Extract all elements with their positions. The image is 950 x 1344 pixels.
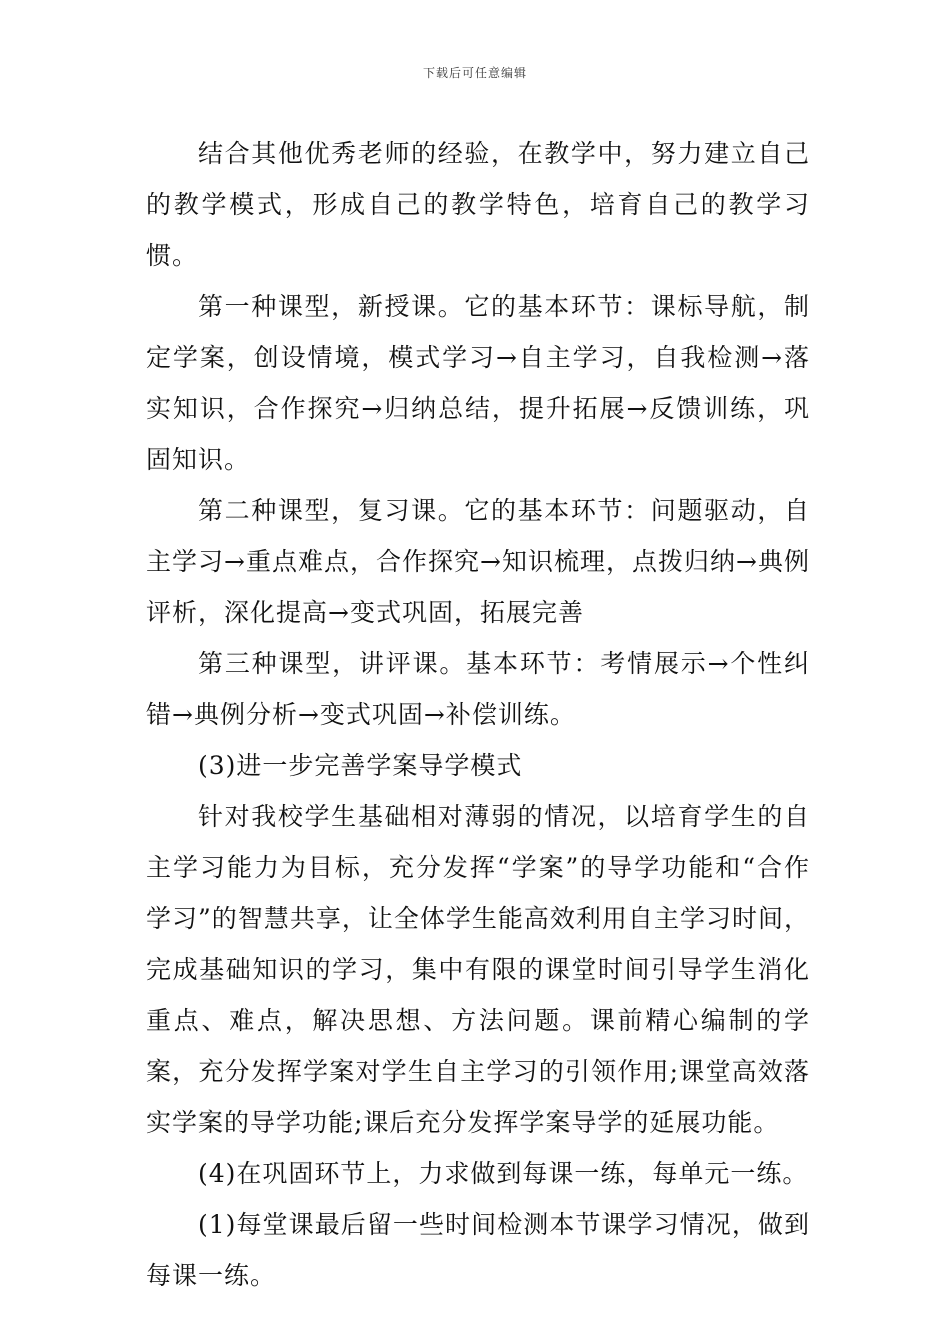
paragraph-study-plan: 针对我校学生基础相对薄弱的情况，以培育学生的自主学习能力为目标，充分发挥“学案”的导学功能和“合作学习”的智慧共享，让全体学生能高效利用自主学习时间，完成基础知识的学习，集中有限的课堂时间引导学生消化重点、难点，解决思想、方法问题。课前精心编制的学案，充分发挥学案对学生自主学习的引领作用;课堂高效落实学案的导学功能;课后充分发挥学案导学的延展功能。 [146,802,810,1137]
paragraph-item-1: (1)每堂课最后留一些时间检测本节课学习情况，做到每课一练。 [146,1210,810,1290]
paragraph-comment-lesson: 第三种课型，讲评课。基本环节：考情展示→个性纠错→典例分析→变式巩固→补偿训练。 [146,649,810,729]
header-note: 下载后可任意编辑 [422,66,527,80]
paragraph-review-lesson: 第二种课型，复习课。它的基本环节：问题驱动，自主学习→重点难点，合作探究→知识梳理，点拨归纳→典例评析，深化提高→变式巩固，拓展完善 [146,496,810,627]
paragraph-heading-4: (4)在巩固环节上，力求做到每课一练，每单元一练。 [198,1159,809,1188]
paragraph-heading-3: (3)进一步完善学案导学模式 [198,751,523,780]
body-text [146,128,810,1301]
paragraph-new-lesson: 第一种课型，新授课。它的基本环节：课标导航，制定学案，创设情境，模式学习→自主学习，自我检测→落实知识，合作探究→归纳总结，提升拓展→反馈训练，巩固知识。 [146,292,810,474]
paragraph-teaching-model: 结合其他优秀老师的经验，在教学中，努力建立自己的教学模式，形成自己的教学特色，培育自己的教学习惯。 [146,139,810,270]
